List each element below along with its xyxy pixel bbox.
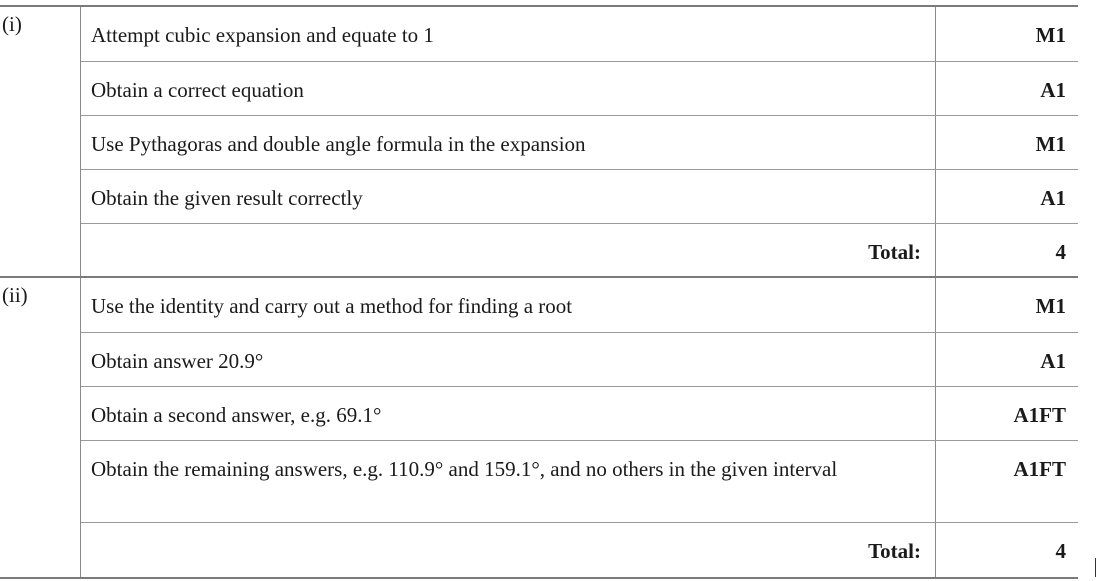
mark-cell: M1	[1035, 23, 1066, 47]
part-label: (ii)	[2, 283, 28, 307]
part-ii-rows	[81, 278, 1078, 577]
table-row	[81, 332, 1078, 386]
mark-cell: A1	[1040, 78, 1066, 102]
criterion-text: Obtain answer 20.9°	[81, 333, 936, 386]
part-ii-section	[0, 276, 1078, 579]
criterion-text: Obtain a second answer, e.g. 69.1°	[81, 387, 936, 440]
part-label: (i)	[2, 12, 22, 36]
mark-cell: A1FT	[1013, 457, 1066, 481]
total-label: Total:	[81, 224, 936, 276]
criterion-text: Obtain a correct equation	[81, 62, 936, 115]
mark-cell: A1	[1040, 349, 1066, 373]
criterion-text: Use the identity and carry out a method for finding a root	[81, 278, 936, 332]
mark-cell: M1	[1035, 132, 1066, 156]
table-row	[81, 278, 1078, 332]
part-i-section	[0, 5, 1078, 276]
criterion-text: Attempt cubic expansion and equate to 1	[81, 7, 936, 61]
mark-scheme-table	[0, 5, 1078, 579]
text-cursor	[1095, 558, 1096, 577]
table-row	[81, 7, 1078, 61]
mark-cell: A1FT	[1013, 403, 1066, 427]
mark-cell: A1	[1040, 186, 1066, 210]
column-divider	[80, 278, 81, 577]
total-row	[81, 522, 1078, 577]
table-row	[81, 169, 1078, 223]
total-label: Total:	[81, 523, 936, 577]
criterion-text: Use Pythagoras and double angle formula in the expansion	[81, 116, 936, 169]
total-row	[81, 223, 1078, 276]
criterion-text: Obtain the given result correctly	[81, 170, 936, 223]
mark-cell: M1	[1035, 294, 1066, 318]
total-mark: 4	[1055, 240, 1066, 264]
part-i-rows	[81, 7, 1078, 276]
table-row	[81, 440, 1078, 522]
column-divider	[80, 7, 81, 276]
criterion-text: Obtain the remaining answers, e.g. 110.9° and 159.1°, and no others in the given interval	[81, 441, 936, 522]
table-row	[81, 61, 1078, 115]
total-mark: 4	[1055, 539, 1066, 563]
table-row	[81, 386, 1078, 440]
table-row	[81, 115, 1078, 169]
